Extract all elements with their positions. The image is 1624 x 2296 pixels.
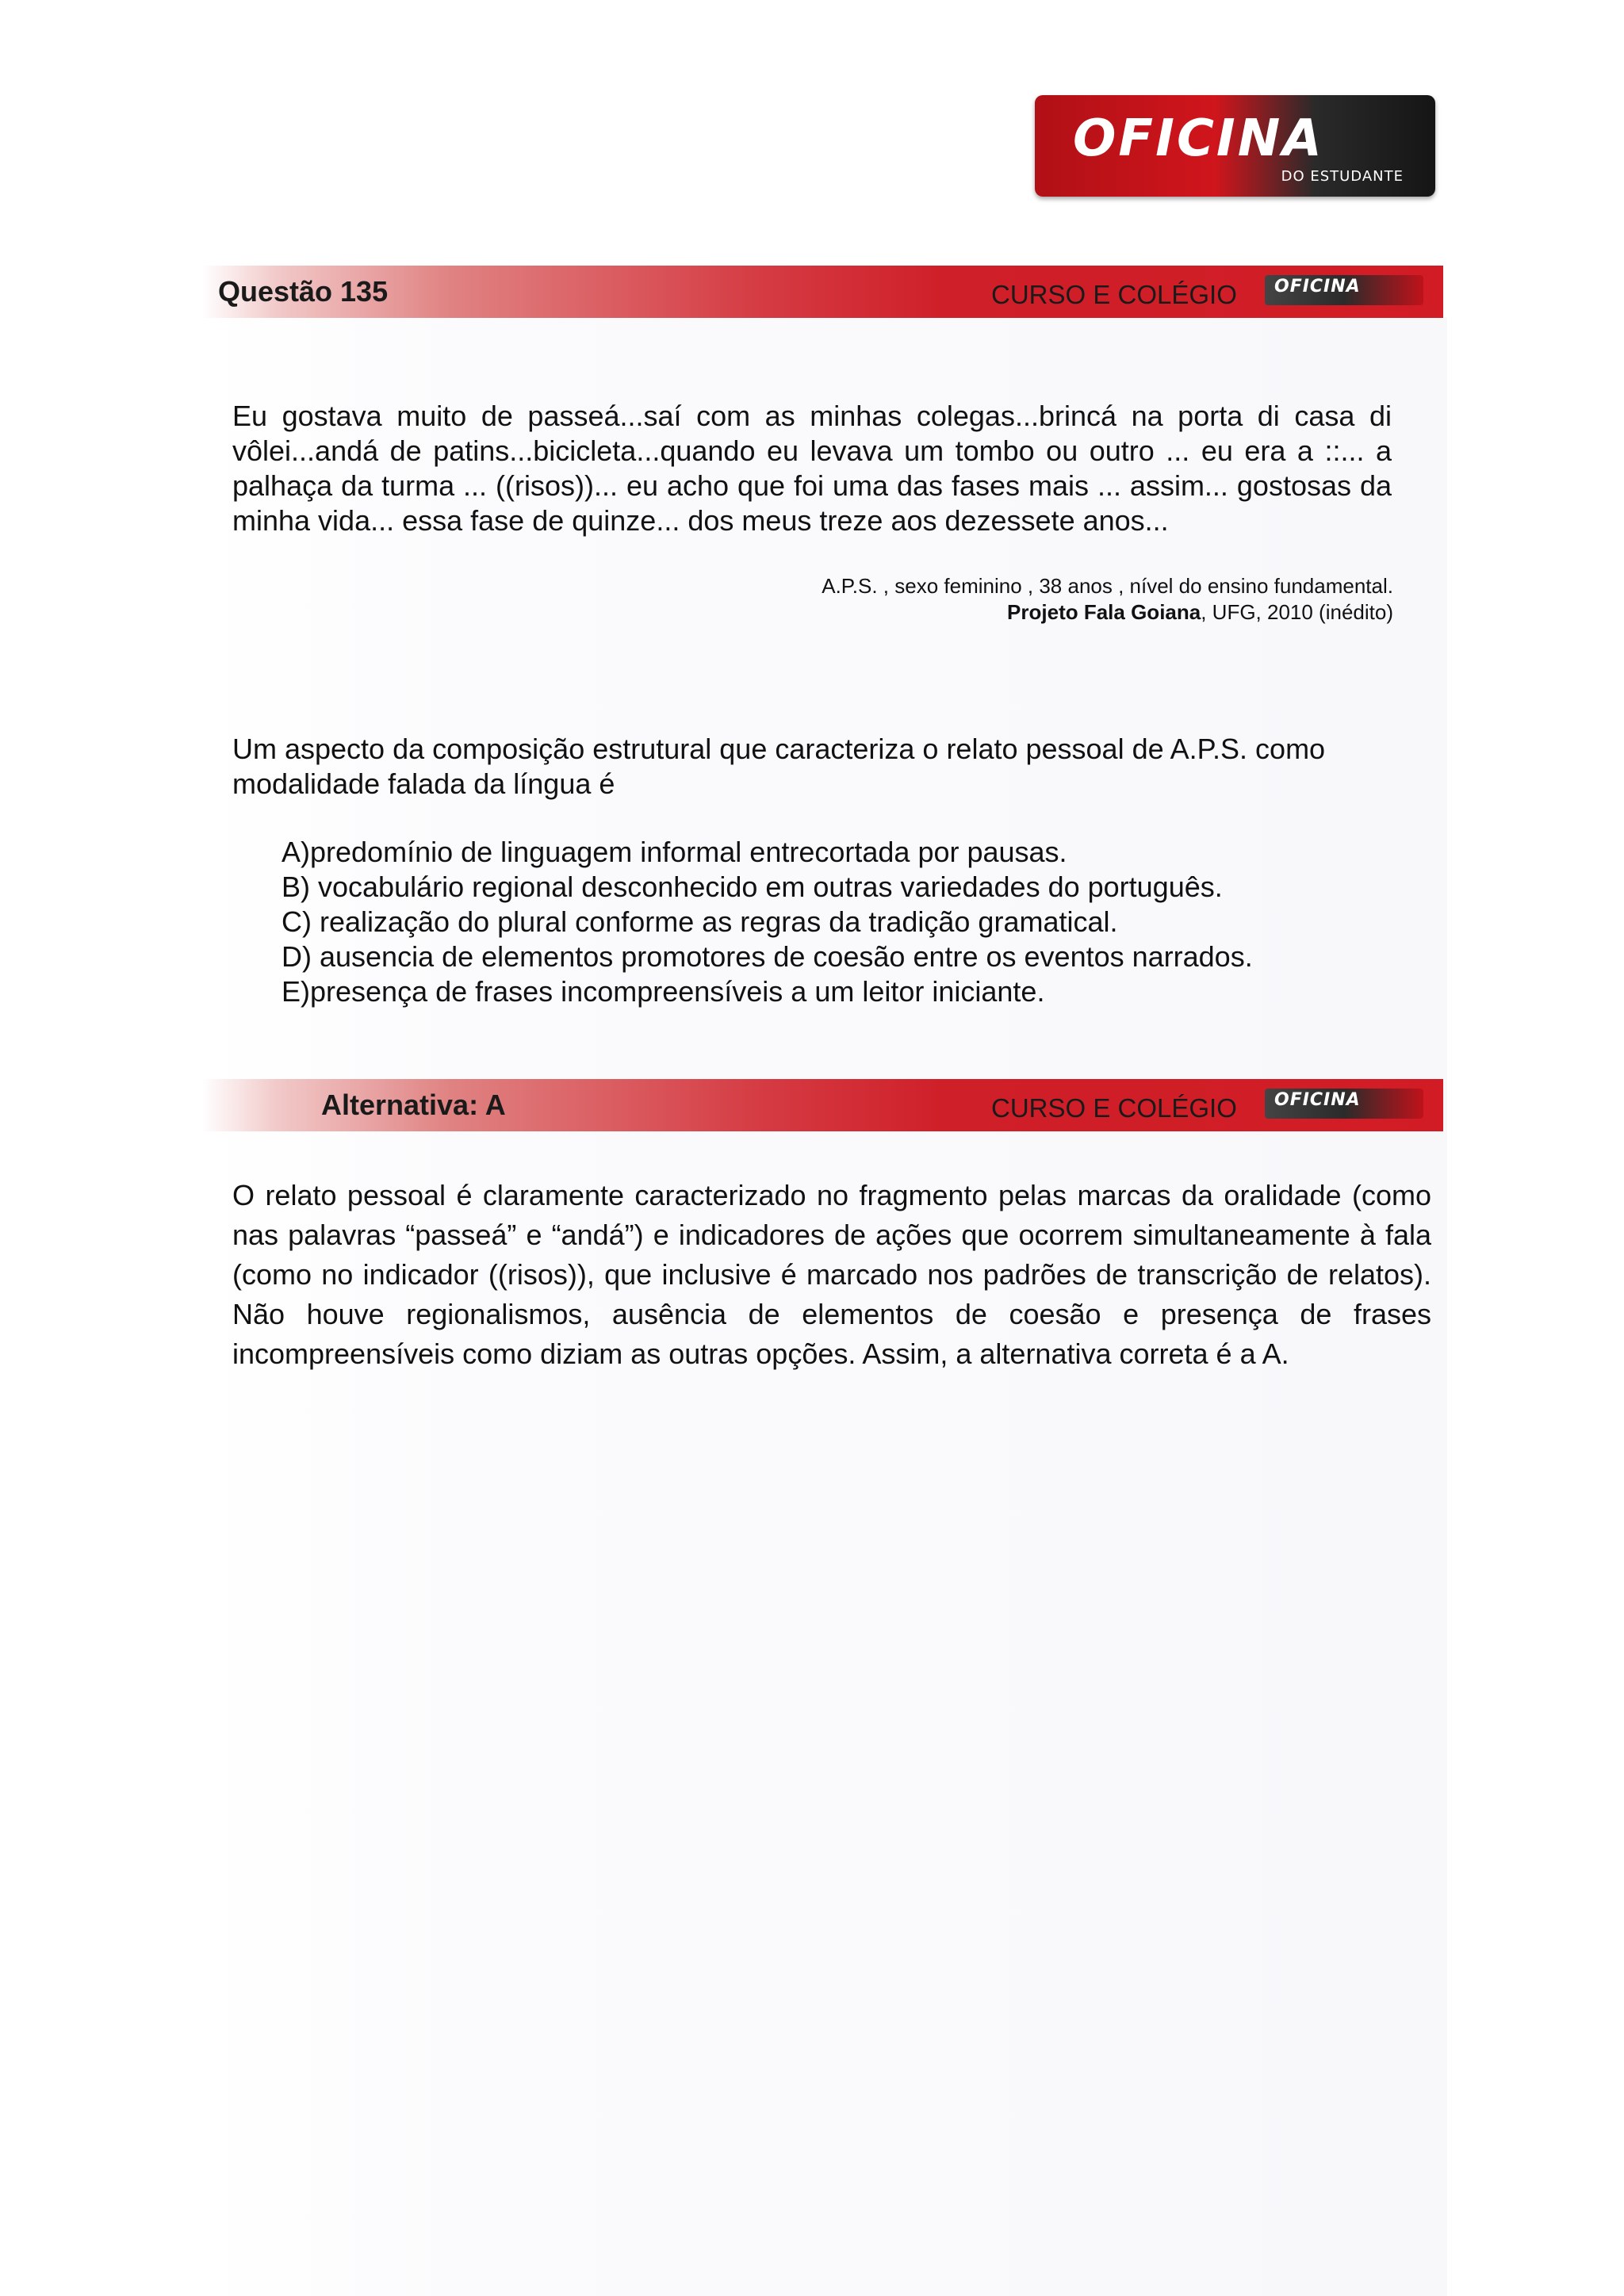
source-project: Projeto Fala Goiana [1007, 600, 1201, 624]
source-details: , UFG, 2010 (inédito) [1201, 600, 1393, 624]
question-number: Questão 135 [218, 275, 389, 308]
source-line-1: A.P.S. , sexo feminino , 38 anos , nível do ensino fundamental. [822, 574, 1393, 598]
oficina-logo [1035, 95, 1435, 197]
option-a: A)predomínio de linguagem informal entrecortada por pausas. [282, 836, 1067, 868]
mini-logo [1265, 275, 1423, 305]
mini-logo-wordmark: OFICINA [1274, 1090, 1361, 1110]
option-d: D) ausencia de elementos promotores de coesão entre os eventos narrados. [282, 940, 1253, 973]
answer-options [282, 835, 1431, 1009]
course-label: CURSO E COLÉGIO [991, 1093, 1237, 1123]
logo-wordmark: OFICINA [1073, 109, 1324, 168]
logo-subtitle: DO ESTUDANTE [1281, 168, 1404, 185]
quote-text: Eu gostava muito de passeá...saí com as minhas colegas...brincá na porta di casa di vôlei...andá de patins...bicicleta...quando eu levava um tombo ou outro ... eu era a ::... a palhaça da turma ... ((risos))... eu acho que foi uma das fases mais ... assim... gostosas da minha vida... essa fase de quinze... dos meus treze aos dezessete anos... [232, 400, 1392, 537]
question-header-bar [202, 266, 1443, 318]
course-label: CURSO E COLÉGIO [991, 280, 1237, 309]
answer-header-bar [202, 1079, 1443, 1131]
quote-source [714, 573, 1393, 626]
mini-logo-wordmark: OFICINA [1274, 277, 1361, 297]
answer-explanation: O relato pessoal é claramente caracterizado no fragmento pelas marcas da oralidade (como nas palavras “passeá” e “andá”) e indicadores de ações que ocorrem simultaneamente à fala (como no indicador ((risos)), que inclusive é marcado nos padrões de transcrição de relatos). Não houve regionalismos, ausência de elementos de coesão e presença de frases incompreensíveis como diziam as outras opções. Assim, a alternativa correta é a A. [232, 1179, 1431, 1370]
option-b: B) vocabulário regional desconhecido em outras variedades do português. [282, 871, 1223, 903]
mini-logo [1265, 1089, 1423, 1119]
option-e: E)presença de frases incompreensíveis a um leitor iniciante. [282, 975, 1045, 1008]
option-c: C) realização do plural conforme as regras da tradição gramatical. [282, 905, 1118, 938]
answer-title: Alternativa: A [321, 1089, 506, 1121]
source-line-2 [714, 599, 1393, 626]
question-stem: Um aspecto da composição estrutural que caracteriza o relato pessoal de A.P.S. como modalidade falada da língua é [232, 733, 1326, 800]
